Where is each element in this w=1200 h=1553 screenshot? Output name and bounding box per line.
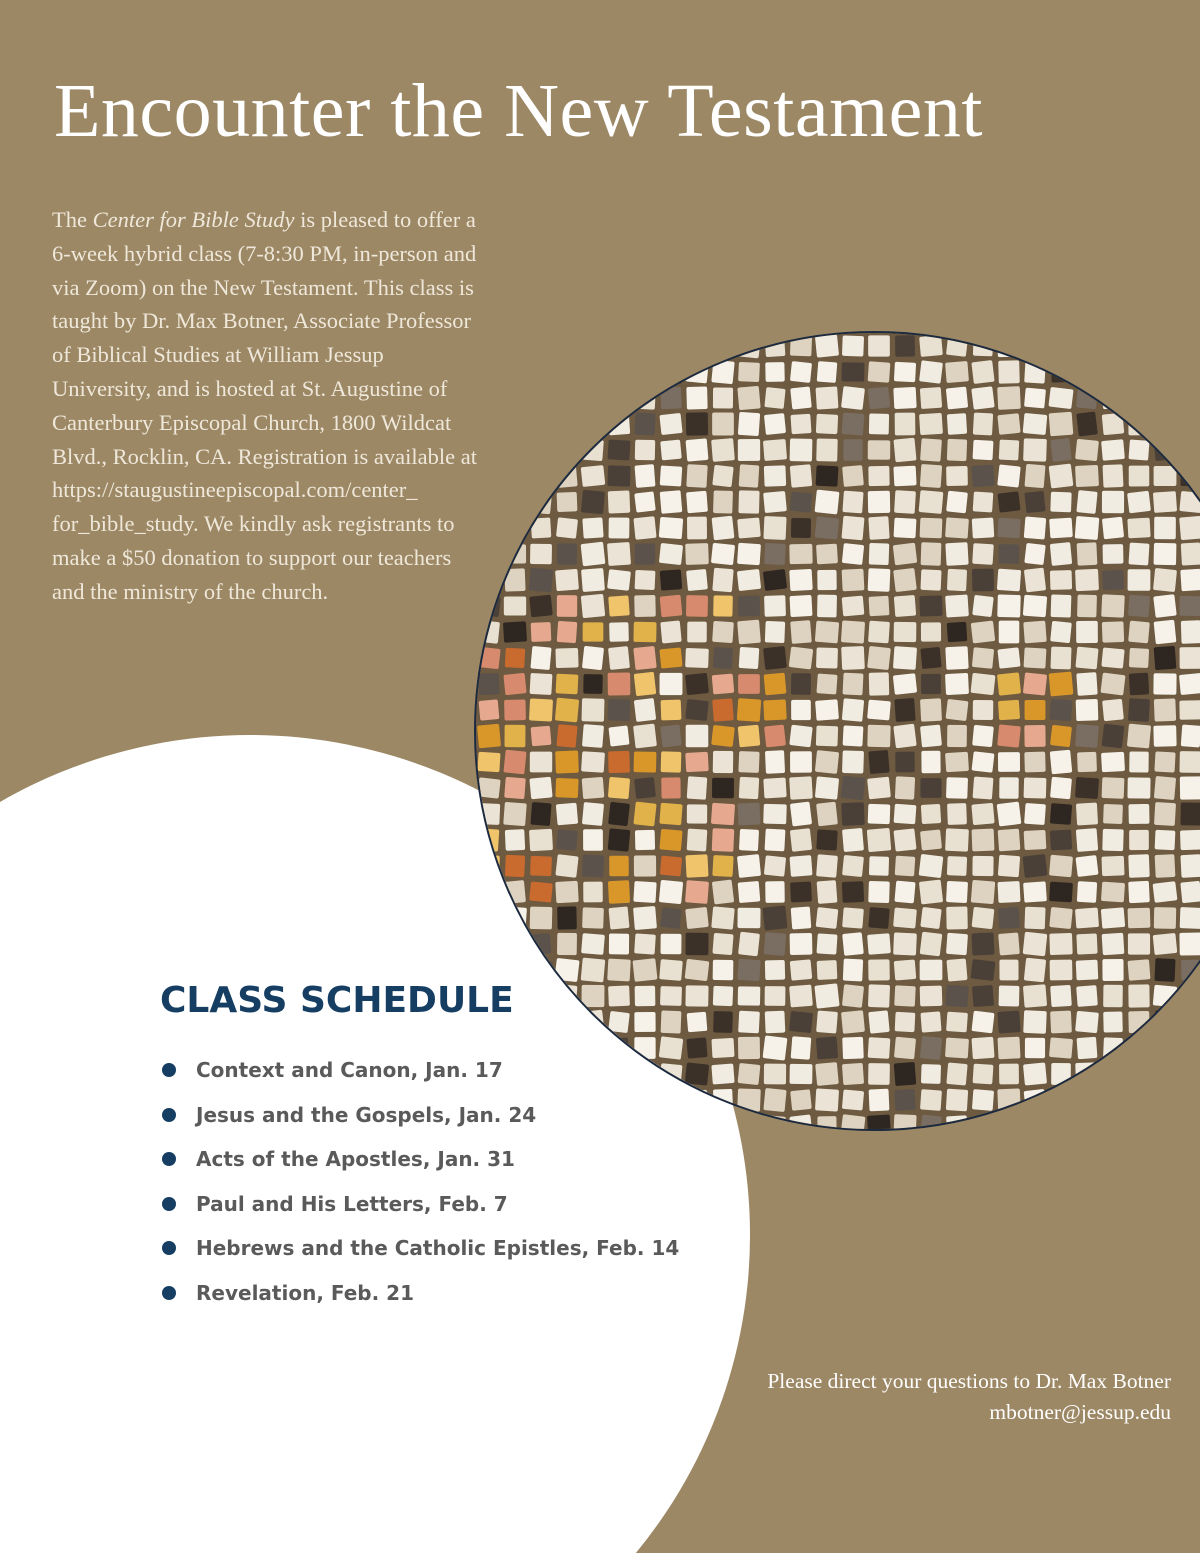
contact-email: mbotner@jessup.edu [989,1400,1171,1424]
contact-line: Please direct your questions to Dr. Max Botner [767,1369,1171,1393]
bullet-dot [162,1286,176,1300]
contact-block [767,1366,1171,1428]
schedule-item-text: Jesus and the Gospels, Jan. 24 [196,1102,537,1127]
bullet-dot [162,1108,176,1122]
bullet-dot [162,1063,176,1077]
schedule-item-text: Hebrews and the Catholic Epistles, Feb. 14 [196,1236,680,1260]
intro-body: is pleased to offer a 6-week hybrid class (7-8:30 PM, in-person and via Zoom) on the New Testament. This class is taught by Dr. Max Botner, Associate Professor of Biblical Studies at William Jessup University, and is hosted at St. Augustine of Canterbury Episcopal Church, 1800 Wildcat Blvd., Rocklin, CA. Registration is available at https://staugustineepiscopal.com/center_ for_bible_study. We kindly ask registrants to make a $50 donation to support our teachers and the ministry of the church. [52,207,477,604]
schedule-item-text: Paul and His Letters, Feb. 7 [196,1191,508,1216]
bullet-dot [162,1241,176,1255]
schedule-item-text: Revelation, Feb. 21 [196,1280,414,1305]
intro-lead: The [52,207,93,232]
intro-org-name: Center for Bible Study [92,207,295,232]
schedule-item-text: Acts of the Apostles, Jan. 31 [196,1147,515,1171]
bullet-dot [162,1152,176,1166]
intro-paragraph [52,203,482,609]
schedule-item-text: Context and Canon, Jan. 17 [196,1058,503,1082]
bullet-dot [162,1197,176,1211]
flyer-title: Encounter the New Testament [54,69,984,153]
schedule-heading: CLASS SCHEDULE [160,980,514,1021]
